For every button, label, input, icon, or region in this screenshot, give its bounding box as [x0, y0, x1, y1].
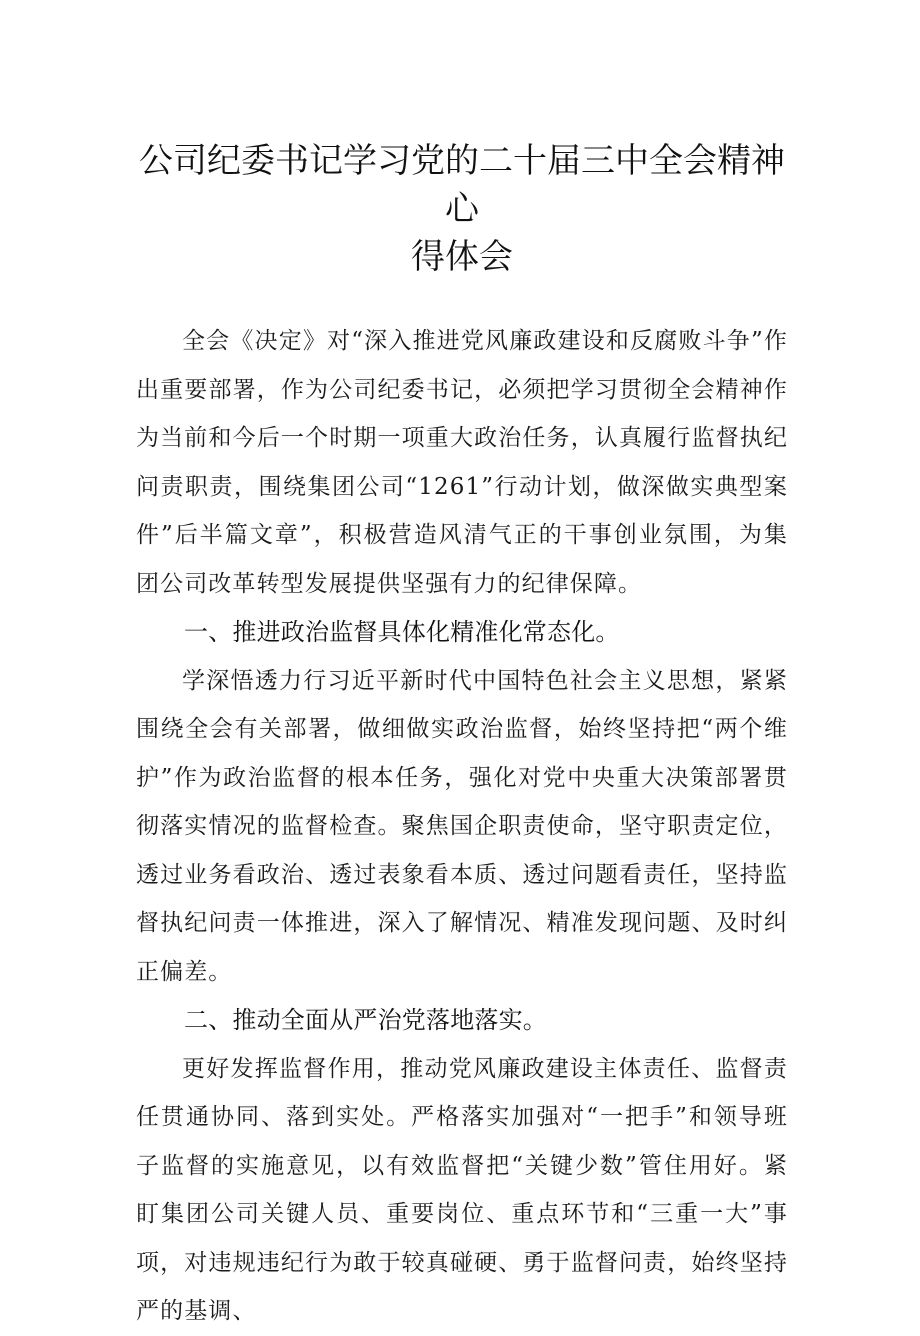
title-line-1: 公司纪委书记学习党的二十届三中全会精神心 [139, 141, 785, 229]
document-body [136, 317, 788, 1336]
section-2-heading: 二、推动全面从严治党落地落实。 [184, 1006, 547, 1034]
intro-paragraph: 全会《决定》对“深入推进党风廉政建设和反腐败斗争”作出重要部署，作为公司纪委书记，必须把学习贯彻全会精神作为当前和今后一个时期一项重大政治任务，认真履行监督执纪问责职责，围绕集团公司“1261”行动计划，做深做实典型案件”后半篇文章”，积极营造风清气正的干事创业氛围，为集团公司改革转型发展提供坚强有力的纪律保障。 [136, 328, 788, 597]
section-1-heading: 一、推进政治监督具体化精准化常态化。 [184, 618, 620, 646]
section-2-paragraph: 更好发挥监督作用，推动党风廉政建设主体责任、监督责任贯通协同、落到实处。严格落实加强对“一把手”和领导班子监督的实施意见，以有效监督把“关键少数”管住用好。紧盯集团公司关键人员、重要岗位、重点环节和“三重一大”事项，对违规违纪行为敢于较真碰硬、勇于监督问责，始终坚持严的基调、 [136, 1055, 788, 1324]
title-line-2: 得体会 [411, 237, 513, 277]
document-title [136, 137, 788, 281]
section-1-paragraph: 学深悟透力行习近平新时代中国特色社会主义思想，紧紧围绕全会有关部署，做细做实政治监督，始终坚持把“两个维护”作为政治监督的根本任务，强化对党中央重大决策部署贯彻落实情况的监督检查。聚焦国企职责使命，坚守职责定位，透过业务看政治、透过表象看本质、透过问题看责任，坚持监督执纪问责一体推进，深入了解情况、精准发现问题、及时纠正偏差。 [136, 667, 788, 985]
